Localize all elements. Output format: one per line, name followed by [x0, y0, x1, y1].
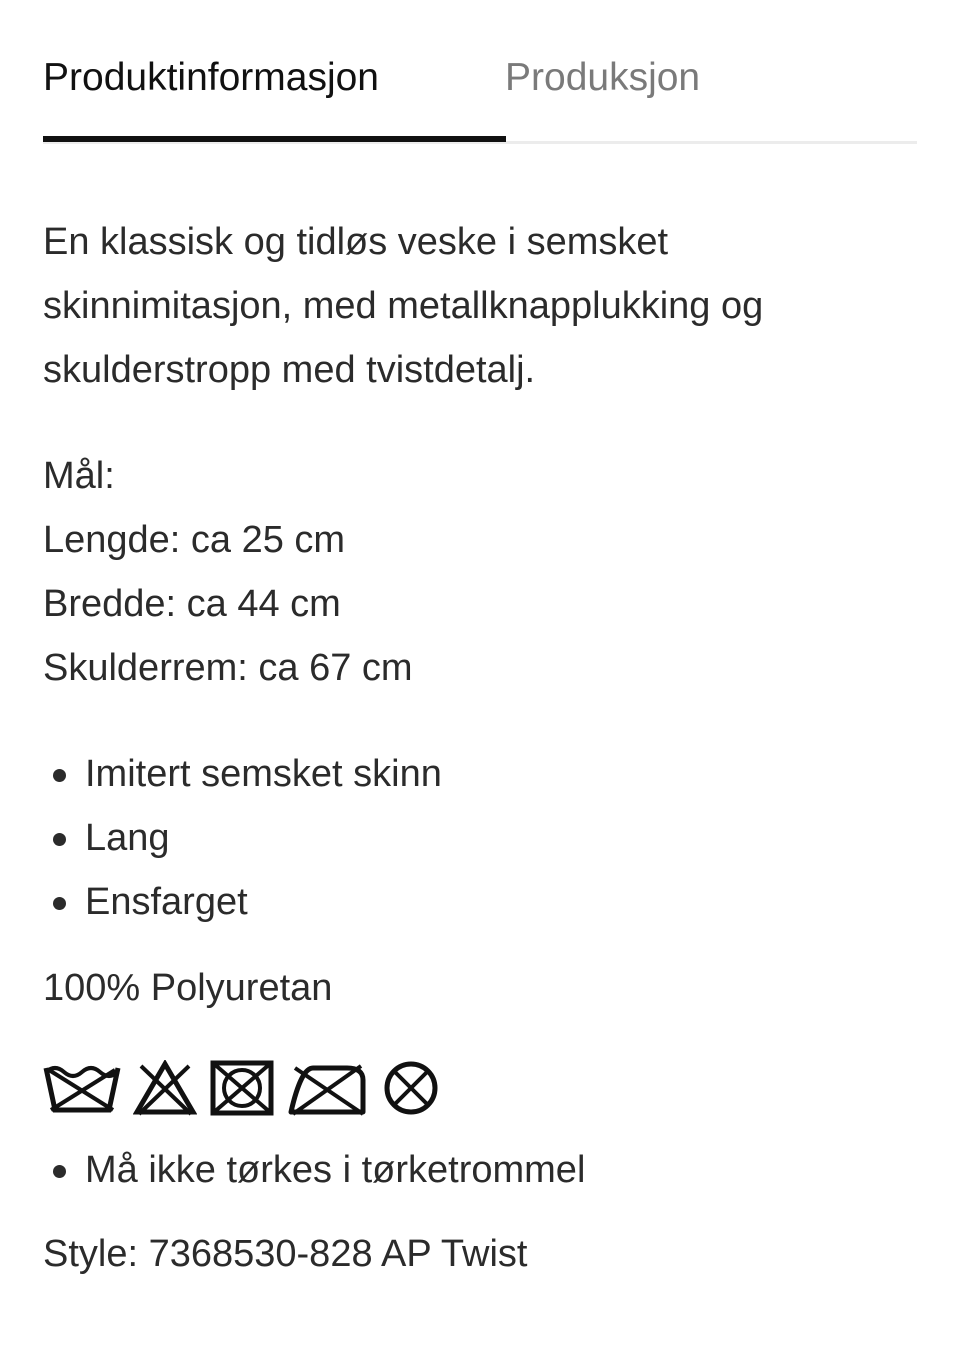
do-not-dry-clean-icon	[379, 1060, 443, 1121]
feature-list	[43, 742, 917, 934]
measurement-strap: Skulderrem: ca 67 cm	[43, 647, 413, 689]
list-item: Må ikke tørkes i tørketrommel	[43, 1138, 917, 1202]
do-not-tumble-dry-icon	[209, 1060, 275, 1121]
measurements	[43, 444, 917, 700]
do-not-bleach-icon	[133, 1060, 197, 1121]
active-tab-indicator	[43, 136, 506, 142]
description-line: skulderstropp med tvistdetalj.	[43, 349, 536, 391]
tab-produktinformasjon[interactable]: Produktinformasjon	[43, 56, 379, 99]
measurement-width: Bredde: ca 44 cm	[43, 583, 341, 625]
do-not-wash-icon	[43, 1060, 121, 1121]
style-number: Style: 7368530-828 AP Twist	[43, 1233, 528, 1275]
list-item: Lang	[43, 806, 917, 870]
measurement-length: Lengde: ca 25 cm	[43, 519, 346, 561]
care-symbols	[43, 1058, 455, 1122]
list-item: Imitert semsket skinn	[43, 742, 917, 806]
list-item: Ensfarget	[43, 870, 917, 934]
product-description	[43, 210, 917, 402]
description-line: En klassisk og tidløs veske i semsket	[43, 221, 669, 263]
measurements-heading: Mål:	[43, 455, 115, 497]
description-line: skinnimitasjon, med metallknapplukking og	[43, 285, 764, 327]
tab-produksjon[interactable]: Produksjon	[505, 56, 701, 99]
do-not-iron-icon	[287, 1060, 367, 1121]
care-instructions	[43, 1138, 917, 1202]
material-composition: 100% Polyuretan	[43, 967, 333, 1009]
